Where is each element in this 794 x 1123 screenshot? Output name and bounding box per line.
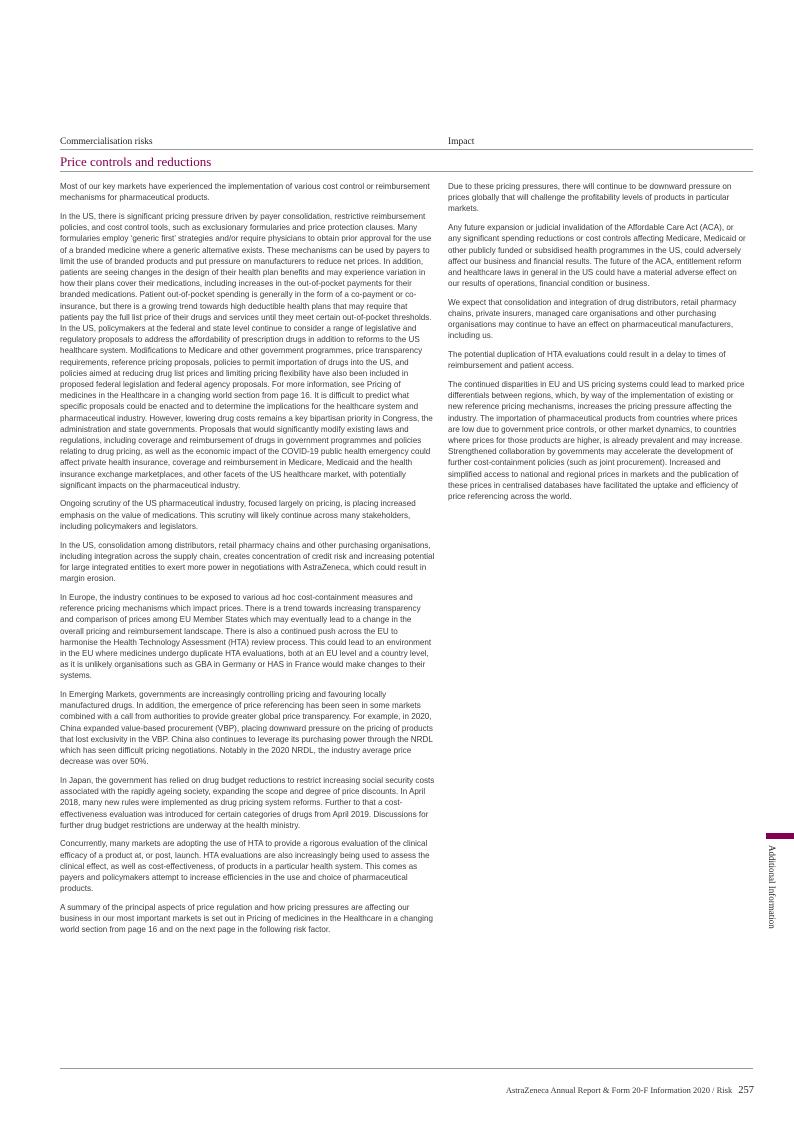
risk-paragraph: In the US, there is significant pricing pressure driven by payer consolidation, restrictive reimbursement policies, and cost control tools, such as exclusionary formularies and price protection clauses. Many formularies employ ‘generic first’ strategies and/or require physicians to obtain prior approval for the use of a branded medicine where a generic alternative exists. These mechanisms can be used by payers to limit the use of branded products and put pressure on manufacturers to reduce net prices. In addition, patients are seeing changes in the design of their health plan benefits and may experience variation in how their plans cover their medications, including increases in the out-of-pocket payments for their branded medications. Patient out-of-pocket spending is generally in the form of a co-payment or co-insurance, but there is a growing trend towards high deductible health plans that may require that patients pay the full list price of their drugs and services until they meet certain out-of-pocket thresholds. In the US, policymakers at the federal and state level continue to consider a range of legislative and regulatory proposals to address the affordability of prescription drugs in addition to reforms to the US healthcare system. Modifications to Medicare and other government programmes, price transparency requirements, reference pricing proposals, policies to permit importation of drugs into the US, and policies aimed at reducing drug list prices and limiting pricing flexibility have also been included in proposed federal legislation and federal agency proposals. For more information, see Pricing of medicines in the Healthcare in a changing world section from page 16. It is difficult to predict what specific proposals could be enacted and to determine the implications for the healthcare system and pharmaceutical industry. However, lowering drug costs remains a key bipartisan priority in Congress, the administration and state governments. Proposals that would significantly modify existing laws and regulations, including coverage and reimbursement of drugs in government programmes and policies relating to drug pricing, as well as the economic impact of the COVID-19 public health emergency could affect private health insurance, coverage and reimbursement in Medicare, Medicaid and the health insurance exchange marketplaces, and other facets of the US healthcare market, with potentially significant impacts on the pharmaceutical industry. [60,211,433,490]
risk-paragraph: Concurrently, many markets are adopting the use of HTA to provide a rigorous evaluation of the clinical efficacy of a product at, or post, launch. HTA evaluations are also increasingly being used to assess the clinical effect, as well as cost-effectiveness, of products in a particular health system. This comes as payers and policymakers attempt to increase efficiencies in the use and choice of pharmaceutical products. [60,839,430,894]
impact-paragraph: Due to these pricing pressures, there will continue to be downward pressure on prices globally that will challenge the profitability levels of products in particular markets. [448,182,732,214]
impact-paragraph: We expect that consolidation and integration of drug distributors, retail pharmacy chains, private insurers, managed care organisations and other purchasing organisations may continue to have an effect on pharmaceutical manufacturers, including us. [448,297,737,341]
risk-paragraph: In the US, consolidation among distributors, retail pharmacy chains and other purchasing organisations, including integration across the supply chain, creates concentration of credit risk and increasing potential for large integrated entities to exert more power in negotiations with AstraZeneca, which could result in margin erosion. [60,540,435,584]
risk-paragraph: In Europe, the industry continues to be exposed to various ad hoc cost-containment measures and reference pricing mechanisms which impact prices. There is a trend towards increasing transparency and comparison of prices among EU Member States which may eventually lead to a change in the overall pricing and reimbursement landscape. There is also a continued push across the EU to harmonise the Health Technology Assessment (HTA) review process. This could lead to an environment in the EU where medicines undergo duplicate HTA evaluations, both at an EU level and a country level, as it is unlikely organisations such as GBA in Germany or HAS in France would make changes to their systems. [60,592,432,681]
impact-paragraph: The continued disparities in EU and US pricing systems could lead to marked price differentials between regions, which, by way of the implementation of existing or new reference pricing mechanisms, increases the pricing pressure affecting the industry. The importation of pharmaceutical products from countries where prices are low due to government price controls, or other market dynamics, to countries where prices for those products are higher, is already prevalent and may increase. Strengthened collaboration by governments may accelerate the development of further cost-containment policies (such as joint procurement). Increased and simplified access to national and regional prices in markets and the publication of these prices in centralised databases have facilitated the uptake and efficiency of price referencing across the world. [448,380,745,502]
risk-paragraph: In Emerging Markets, governments are increasingly controlling pricing and favouring locally manufactured drugs. In addition, the emergence of price referencing has been seen in some markets combined with a call from authorities to provide greater global price transparency. For example, in 2020, China expanded value-based procurement (VBP), placing downward pressure on the pricing of products that lost exclusivity in the VBP. China also continues to leverage its purchasing power through the NRDL which has seen difficult pricing negotiations. Notably in the 2020 NRDL, the industry average price decrease was over 50%. [60,690,433,767]
impact-paragraph: Any future expansion or judicial invalidation of the Affordable Care Act (ACA), or any significant spending reductions or cost controls affecting Medicare, Medicaid or other publicly funded or subsidised health programmes in the US, could adversely affect our business and financial results. The future of the ACA, entitlement reform and healthcare laws in general in the US could have a material adverse effect on our results of operations, financial condition or business. [448,223,746,289]
footer-text: AstraZeneca Annual Report & Form 20-F Information 2020 / Risk [505,1085,733,1095]
impact-paragraph: The potential duplication of HTA evaluations could result in a delay to times of reimbursement and patient access. [448,350,726,371]
impact-column [448,181,746,510]
page-footer [506,1085,754,1096]
risk-paragraph: Most of our key markets have experienced the implementation of various cost control or reimbursement mechanisms for pharmaceutical products. [60,182,430,203]
section-title: Price controls and reductions [60,154,212,169]
column-header-impact: Impact [448,137,475,147]
side-tab-marker [766,833,794,839]
footer-rule [60,1068,753,1069]
risk-paragraph: In Japan, the government has relied on drug budget reductions to restrict increasing social security costs associated with the rapidly ageing society, expanding the scope and degree of price discounts. In April 2018, many new rules were implemented as drug pricing system reforms. Further to that a cost-effectiveness evaluation was introduced for certain categories of drugs from April 2019. Discussions for further drug budget restrictions are underway at the health ministry. [60,775,435,830]
risk-paragraph: A summary of the principal aspects of price regulation and how pricing pressures are affecting our business in our most important markets is set out in Pricing of medicines in the Healthcare in a changing world section from page 16 and on the next page in the following risk factor. [60,902,433,935]
side-tab-label[interactable]: Additional Information [767,845,777,929]
header-rule [60,149,753,150]
page-number: 257 [738,1085,754,1096]
section-title-rule [60,171,753,172]
risk-paragraph: Ongoing scrutiny of the US pharmaceutical industry, focused largely on pricing, is placing increased emphasis on the value of medications. This scrutiny will likely continue across many stakeholders, including policymakers and legislators. [60,499,416,531]
commercialisation-risks-column [60,181,435,943]
column-header-commercialisation-risks: Commercialisation risks [60,137,153,147]
